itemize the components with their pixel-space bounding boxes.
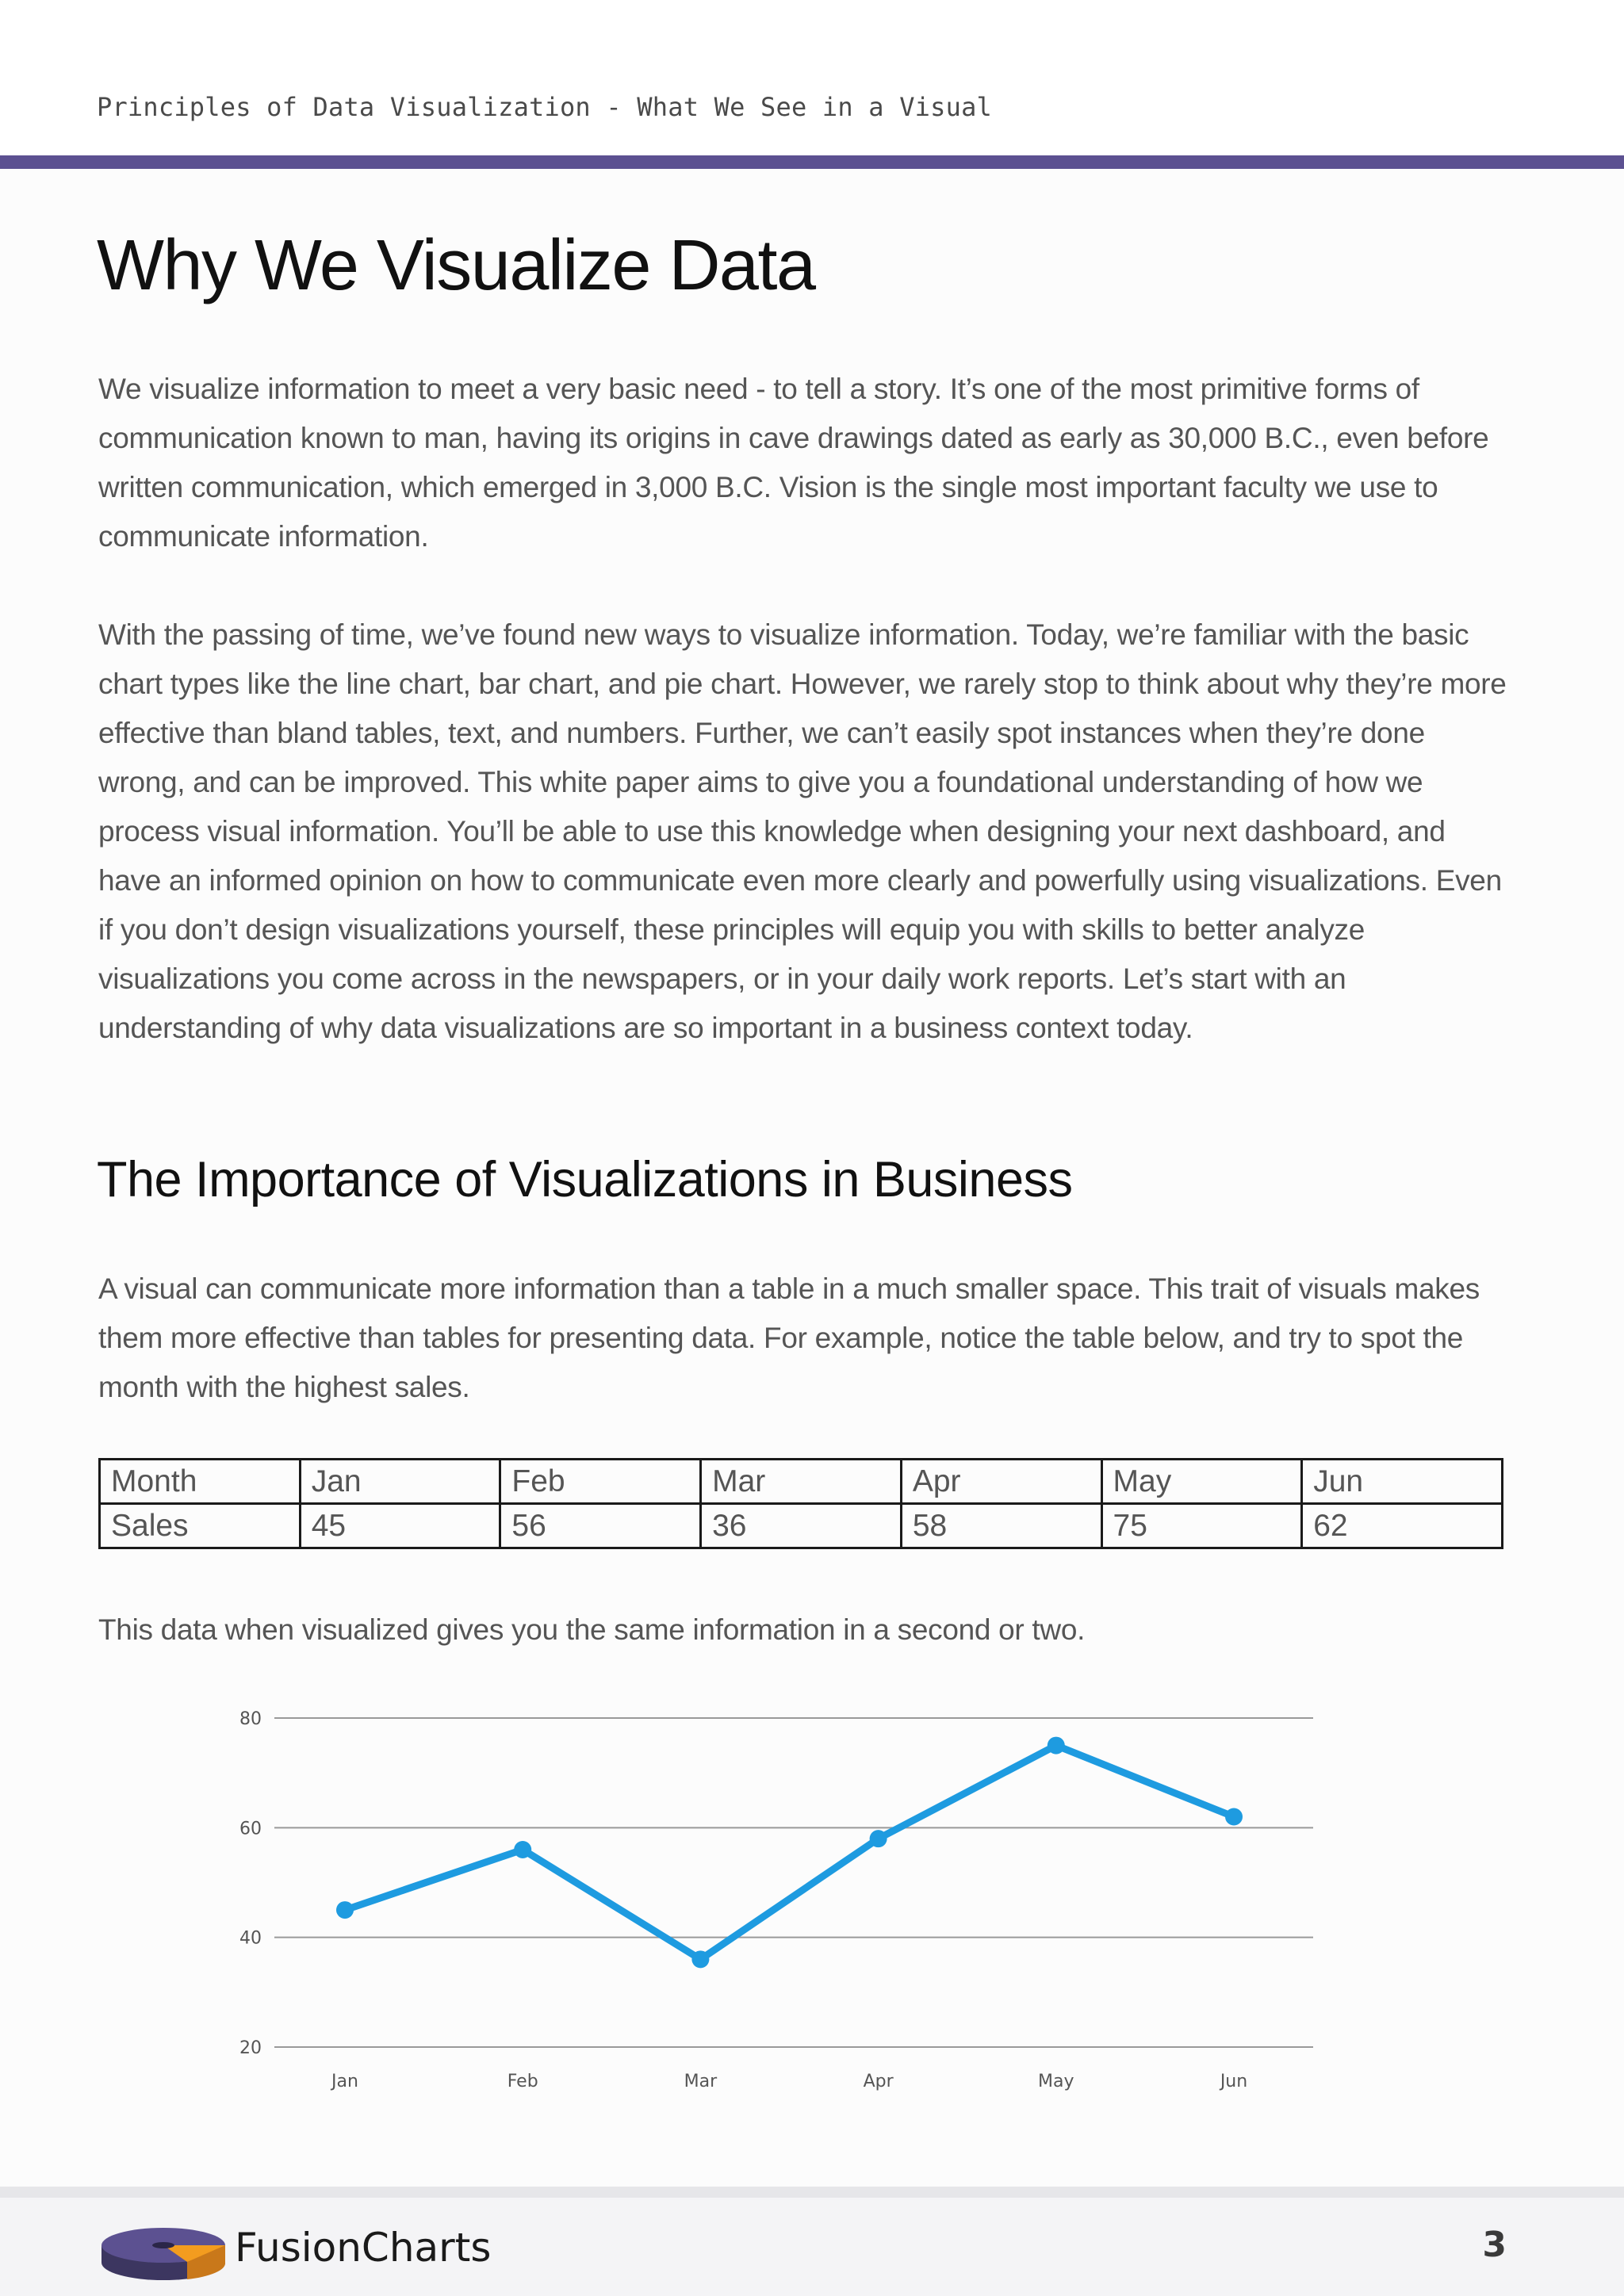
y-tick-label: 80 — [239, 1709, 262, 1729]
table-cell-sales: 58 — [901, 1504, 1101, 1548]
table-cell-month: Feb — [500, 1460, 701, 1504]
running-title: Principles of Data Visualization - What We See in a Visual — [97, 92, 993, 122]
y-tick-label: 40 — [239, 1928, 262, 1949]
data-point — [870, 1830, 887, 1847]
y-tick-label: 20 — [239, 2038, 262, 2058]
data-point — [336, 1901, 354, 1919]
sales-line-chart — [190, 1689, 1340, 2117]
page-footer — [0, 2187, 1624, 2296]
y-tick-label: 60 — [239, 1819, 262, 1839]
table-cell-month: May — [1101, 1460, 1302, 1504]
paragraph-visual-vs-table: A visual can communicate more information than a table in a much smaller space. This trait of visuals makes them more effective than tables for presenting data. For example, notice the table below, and try to spot the month with the highest sales. — [98, 1272, 1480, 1403]
data-point — [514, 1841, 531, 1858]
table-cell-month: Apr — [901, 1460, 1101, 1504]
table-row-sales — [100, 1504, 1503, 1548]
data-point — [691, 1950, 709, 1968]
sales-table — [98, 1458, 1503, 1549]
table-cell-sales: 56 — [500, 1504, 701, 1548]
paragraph-visualized: This data when visualized gives you the same information in a second or two. — [98, 1613, 1086, 1646]
x-tick-label: May — [1038, 2072, 1074, 2091]
table-cell-sales: 36 — [701, 1504, 902, 1548]
fusioncharts-logo-icon — [98, 2221, 228, 2285]
data-point — [1225, 1808, 1243, 1826]
paragraph-passing-of-time: With the passing of time, we’ve found new ways to visualize information. Today, we’re familiar with the basic chart types like the line chart, bar chart, and pie chart. However, we rarely stop to think about why they’re more effective than bland tables, text, and numbers. Further, we can’t easily spot instances when they’re done wrong, and can be improved. This white paper aims to give you a foundational understanding of how we process visual information. You’ll be able to use this knowledge when designing your next dashboard, and have an informed opinion on how to communicate even more clearly and powerfully using visualizations. Even if you don’t design visualizations yourself, these principles will equip you with skills to better analyze visualizations you come across in the newspapers, or in your daily work reports. Let’s start with an understanding of why data visualizations are so important in a business context today. — [98, 618, 1507, 1044]
table-cell-sales: 62 — [1302, 1504, 1503, 1548]
logo-center-shape — [152, 2242, 174, 2248]
chart-svg — [190, 1689, 1340, 2117]
header-rule — [0, 155, 1624, 169]
table-cell-header: Month — [100, 1460, 301, 1504]
brand-name: FusionCharts — [235, 2225, 492, 2271]
table-cell-month: Jan — [300, 1460, 500, 1504]
table-cell-header: Sales — [100, 1504, 301, 1548]
data-point — [1048, 1737, 1065, 1755]
series-line — [345, 1746, 1234, 1960]
section-title-why-visualize: Why We Visualize Data — [97, 226, 815, 305]
section-title-importance: The Importance of Visualizations in Business — [97, 1152, 1073, 1207]
paragraph-intro: We visualize information to meet a very basic need - to tell a story. It’s one of the most primitive forms of communication known to man, having its origins in cave drawings dated as early as 30,000 B.C., even before written communication, which emerged in 3,000 B.C. Vision is the single most important faculty we use to communicate information. — [98, 373, 1489, 553]
table-cell-sales: 75 — [1101, 1504, 1302, 1548]
x-tick-label: Mar — [684, 2072, 718, 2091]
footer-rule — [0, 2187, 1624, 2198]
table-cell-sales: 45 — [300, 1504, 500, 1548]
x-tick-label: Feb — [507, 2072, 538, 2091]
x-tick-label: Jan — [331, 2072, 358, 2091]
table-cell-month: Jun — [1302, 1460, 1503, 1504]
x-tick-label: Jun — [1220, 2072, 1248, 2091]
table-cell-month: Mar — [701, 1460, 902, 1504]
x-tick-label: Apr — [863, 2072, 894, 2091]
table-row-months — [100, 1460, 1503, 1504]
page-header — [0, 0, 1624, 155]
page-number: 3 — [1482, 2225, 1507, 2265]
